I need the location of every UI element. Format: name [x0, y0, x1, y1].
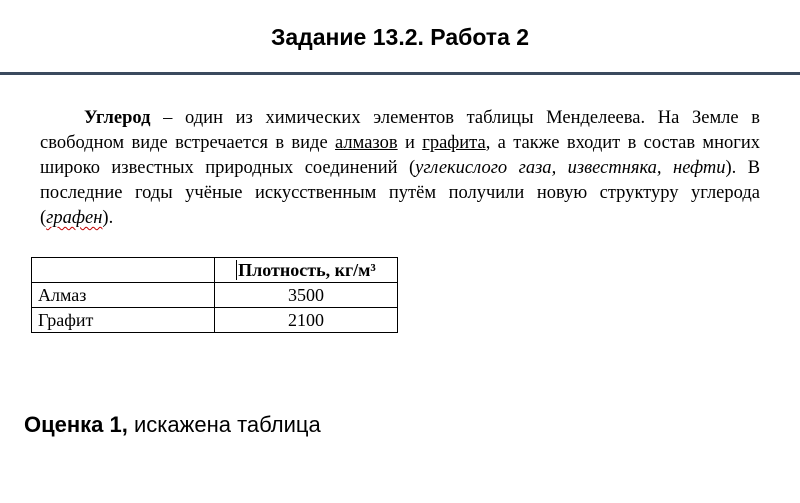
separator-comma-2: , [656, 158, 674, 178]
word-limestone: известняка [567, 158, 657, 178]
word-oil: нефти [673, 158, 726, 178]
table-row [32, 283, 398, 308]
word-carbon: Углерод [84, 108, 151, 128]
word-graphite: графита [422, 133, 486, 153]
slide-title: Задание 13.2. Работа 2 [270, 24, 530, 50]
score-comment: искажена таблица [127, 412, 321, 437]
text-segment-4: ). В последние годы учёные искусственным путём получили новую структуру углерода ( [40, 158, 761, 228]
table-header-density-label: Плотность, кг/м³ [238, 260, 376, 280]
table-header-density [215, 258, 398, 283]
text-segment-5: ). [102, 208, 114, 228]
separator-comma-1: , [551, 158, 568, 178]
word-graphene: графен [46, 208, 103, 228]
text-segment-1: – один из химических элементов таблицы Менделеева. На Земле в свободном виде встречается в виде [40, 108, 760, 153]
table-cell-density: 2100 [215, 308, 398, 333]
word-carbon-dioxide: углекислого газа [415, 158, 552, 178]
title-divider [0, 72, 800, 75]
table-header-row [32, 258, 398, 283]
table-cell-material: Графит [32, 308, 215, 333]
table-row [32, 308, 398, 333]
table-cell-density: 3500 [215, 283, 398, 308]
density-table [31, 257, 398, 333]
task-paragraph [40, 106, 760, 231]
table-header-empty [32, 258, 215, 283]
score-label: Оценка 1, [24, 412, 128, 437]
word-diamonds: алмазов [335, 133, 398, 153]
text-segment-2: и [397, 133, 423, 153]
text-segment-3: , а также входит в состав многих широко известных природных соединений ( [40, 133, 761, 178]
table-cell-material: Алмаз [32, 283, 215, 308]
score-note [24, 412, 321, 438]
